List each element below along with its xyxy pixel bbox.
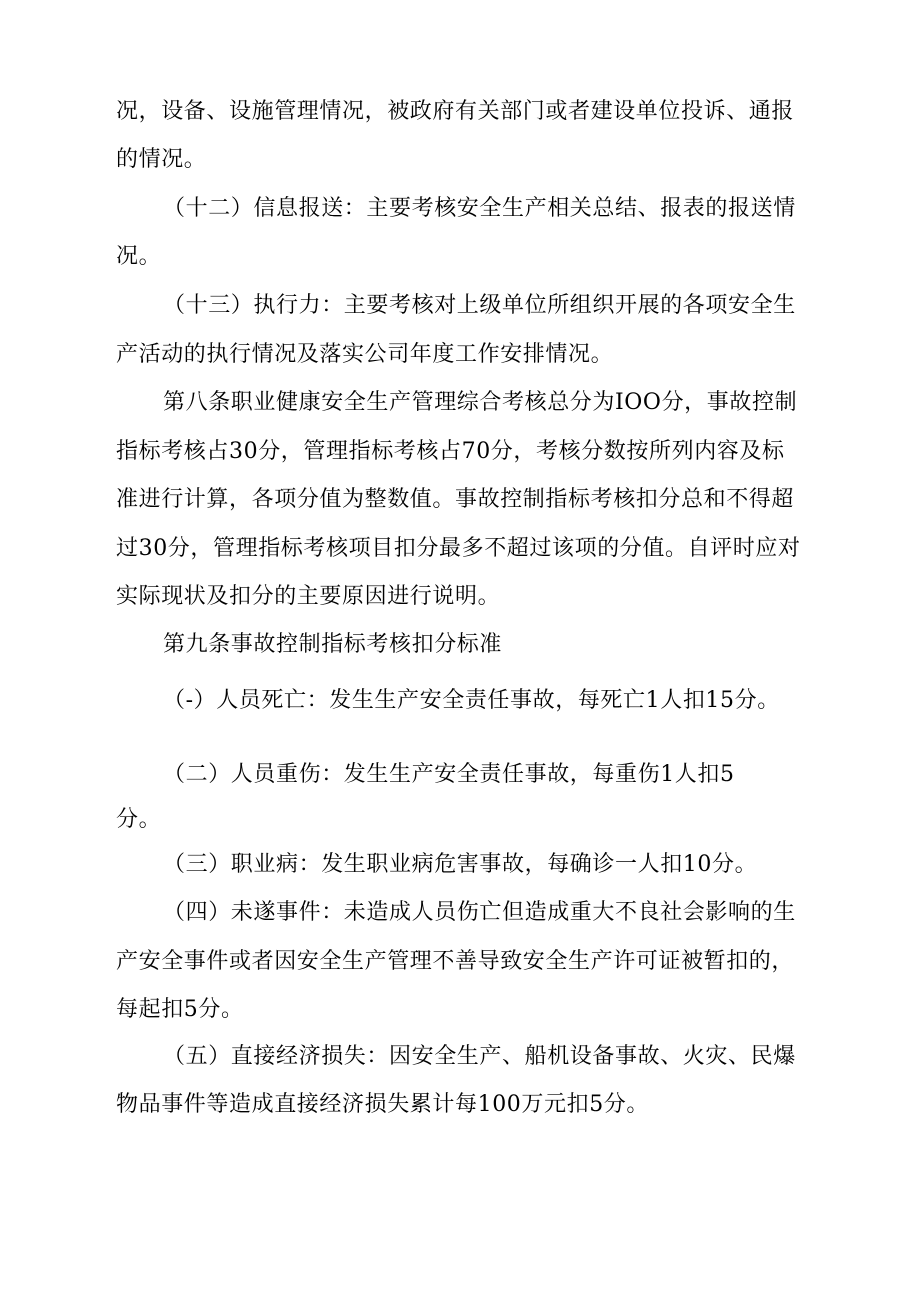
paragraph-line: （四）未遂事件：未造成人员伤亡但造成重大不良社会影响的生 bbox=[163, 900, 796, 925]
paragraph-line: 指标考核占30分，管理指标考核占70分，考核分数按所列内容及标 bbox=[116, 439, 785, 464]
paragraph-line: 物品事件等造成直接经济损失累计每100万元扣5分。 bbox=[116, 1092, 649, 1117]
paragraph-line: 分。 bbox=[116, 807, 162, 832]
paragraph-line: （五）直接经济损失：因安全生产、船机设备事故、火灾、民爆 bbox=[163, 1044, 796, 1069]
paragraph-line: 第八条职业健康安全生产管理综合考核总分为IOO分，事故控制 bbox=[163, 390, 798, 415]
paragraph-line: 况，设备、设施管理情况，被政府有关部门或者建设单位投诉、通报 bbox=[116, 99, 795, 124]
paragraph-line: （十二）信息报送：主要考核安全生产相关总结、报表的报送情 bbox=[163, 196, 796, 221]
paragraph-line: 每起扣5分。 bbox=[116, 997, 244, 1022]
paragraph-line: 产安全事件或者因安全生产管理不善导致安全生产许可证被暂扣的， bbox=[116, 949, 795, 974]
paragraph-line: 的情况。 bbox=[116, 147, 207, 172]
paragraph-line: （十三）执行力：主要考核对上级单位所组织开展的各项安全生 bbox=[163, 293, 796, 318]
paragraph-line: 况。 bbox=[116, 244, 162, 269]
paragraph-line: 准进行计算，各项分值为整数值。事故控制指标考核扣分总和不得超 bbox=[116, 487, 795, 512]
paragraph-line: 产活动的执行情况及落实公司年度工作安排情况。 bbox=[116, 342, 614, 367]
paragraph-line: （三）职业病：发生职业病危害事故，每确诊一人扣10分。 bbox=[163, 852, 758, 877]
paragraph-line: 过30分，管理指标考核项目扣分最多不超过该项的分值。自评时应对 bbox=[116, 536, 801, 561]
paragraph-line: （二）人员重伤：发生生产安全责任事故，每重伤1人扣5 bbox=[163, 762, 735, 787]
paragraph-line: 第九条事故控制指标考核扣分标准 bbox=[163, 632, 503, 657]
paragraph-line: 实际现状及扣分的主要原因进行说明。 bbox=[116, 584, 501, 609]
paragraph-line: （-）人员死亡：发生生产安全责任事故，每死亡1人扣15分。 bbox=[163, 688, 780, 713]
